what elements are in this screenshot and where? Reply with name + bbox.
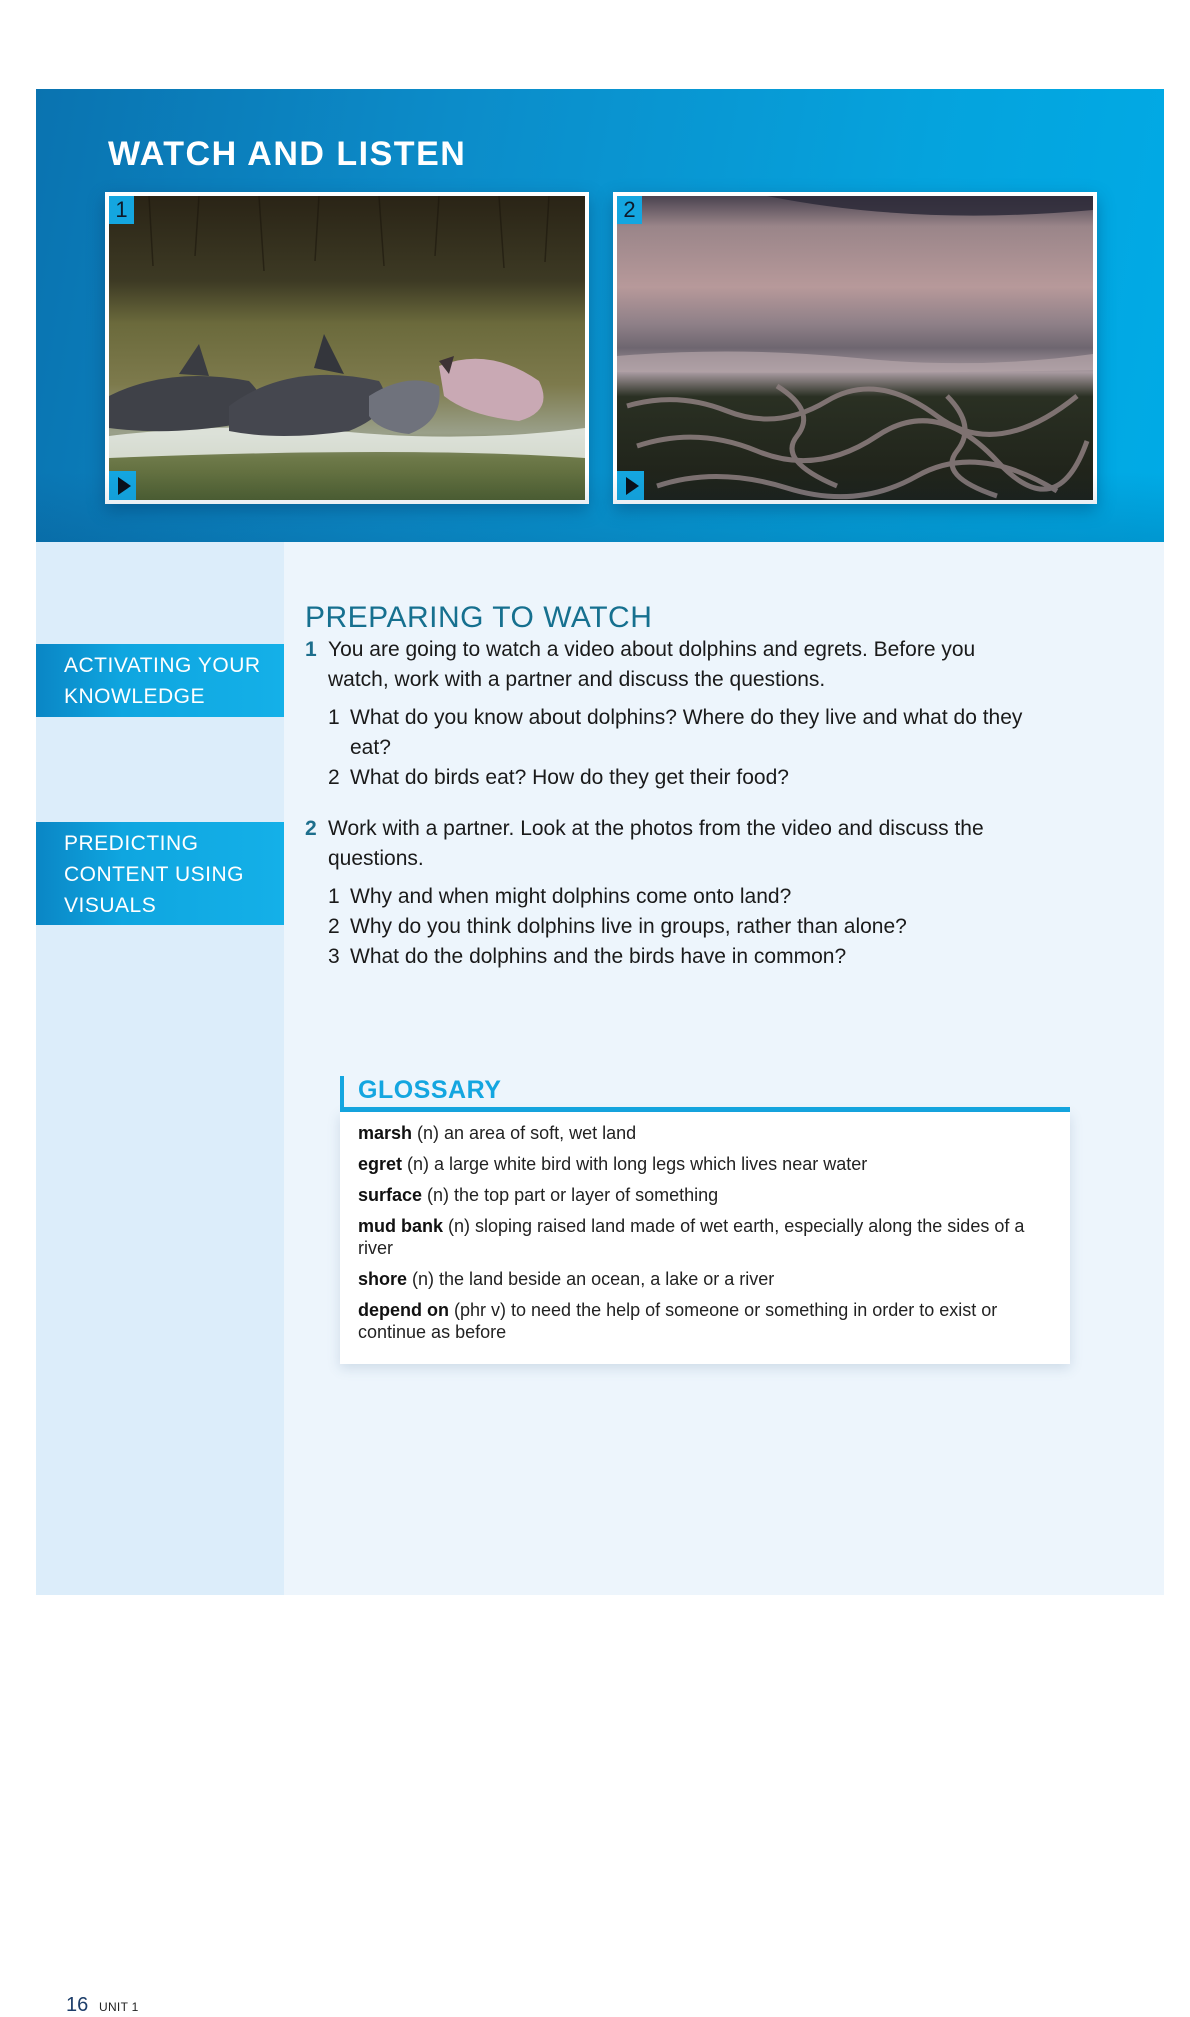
main-content: [284, 542, 1164, 1595]
question-number: 1: [328, 706, 340, 729]
glossary-term: egret: [358, 1154, 403, 1174]
question-text: What do birds eat? How do they get their food?: [350, 766, 789, 789]
play-icon: [118, 477, 131, 495]
glossary-header: [340, 1076, 1070, 1112]
question-text: Why do you think dolphins live in groups, rather than alone?: [350, 915, 907, 938]
exercise-number: 1: [305, 638, 317, 661]
exercise-instruction: Work with a partner. Look at the photos from the video and discuss the questions.: [328, 817, 984, 870]
question-item: [328, 912, 1025, 942]
glossary-entry: [358, 1184, 1056, 1206]
skill-label-activating-knowledge: [36, 644, 284, 717]
glossary-entry: [358, 1153, 1056, 1175]
glossary-definition: (n) the land beside an ocean, a lake or a river: [407, 1269, 775, 1289]
skill-label-line: CONTENT USING: [64, 863, 244, 886]
play-video-1-button[interactable]: [109, 471, 136, 500]
question-text: Why and when might dolphins come onto land?: [350, 885, 792, 908]
glossary-entry: [358, 1268, 1056, 1290]
glossary-term: marsh: [358, 1123, 413, 1143]
dolphins-photo: [109, 196, 585, 500]
glossary-definition: (n) the top part or layer of something: [422, 1185, 719, 1205]
watch-and-listen-banner: [36, 89, 1164, 542]
glossary-definition: (n) an area of soft, wet land: [412, 1123, 637, 1143]
glossary-term: shore: [358, 1269, 408, 1289]
banner-title: WATCH AND LISTEN: [108, 135, 467, 173]
question-item: [328, 763, 1025, 793]
question-number: 2: [328, 766, 340, 789]
question-text: What do the dolphins and the birds have in common?: [350, 945, 847, 968]
question-item: [328, 882, 1025, 912]
photo-number-badge: 1: [109, 196, 134, 224]
exercise-instruction: You are going to watch a video about dolphins and egrets. Before you watch, work with a partner and discuss the questions.: [328, 638, 976, 691]
play-icon: [626, 477, 639, 495]
unit-label: UNIT 1: [99, 2000, 139, 2014]
question-item: [328, 942, 1025, 972]
river-marsh-photo: [617, 196, 1093, 500]
photo-number-badge: 2: [617, 196, 642, 224]
play-video-2-button[interactable]: [617, 471, 644, 500]
exercise-2: [305, 814, 1025, 972]
section-heading: PREPARING TO WATCH: [305, 601, 653, 634]
question-item: [328, 703, 1025, 763]
glossary-definition: (n) sloping raised land made of wet earth, especially along the sides of a river: [358, 1216, 1025, 1258]
exercise-1: [305, 635, 1025, 793]
question-number: 1: [328, 885, 340, 908]
skill-label-predicting-content: [36, 822, 284, 925]
skills-sidebar: [36, 542, 284, 2016]
textbook-page: [36, 89, 1154, 2016]
video-photo-1[interactable]: [105, 192, 589, 504]
glossary-entry: [358, 1215, 1056, 1259]
glossary-title: GLOSSARY: [358, 1076, 502, 1104]
video-photo-2[interactable]: [613, 192, 1097, 504]
glossary-definition: (phr v) to need the help of someone or something in order to exist or continue as before: [358, 1300, 998, 1342]
skill-label-line: ACTIVATING YOUR: [64, 654, 261, 677]
glossary-term: surface: [358, 1185, 423, 1205]
exercise-number: 2: [305, 817, 317, 840]
glossary-box: [340, 1112, 1070, 1364]
question-text: What do you know about dolphins? Where do they live and what do they eat?: [350, 706, 1023, 759]
page-number: 16: [66, 1994, 89, 2016]
glossary-term: depend on: [358, 1300, 449, 1320]
glossary-definition: (n) a large white bird with long legs which lives near water: [402, 1154, 868, 1174]
question-number: 3: [328, 945, 340, 968]
question-list: [328, 703, 1025, 793]
question-list: [328, 882, 1025, 972]
skill-label-line: PREDICTING: [64, 832, 199, 855]
glossary-entry: [358, 1299, 1056, 1343]
skill-label-line: KNOWLEDGE: [64, 685, 206, 708]
question-number: 2: [328, 915, 340, 938]
skill-label-line: VISUALS: [64, 894, 157, 917]
glossary-term: mud bank: [358, 1216, 444, 1236]
glossary-entry: [358, 1122, 1056, 1144]
